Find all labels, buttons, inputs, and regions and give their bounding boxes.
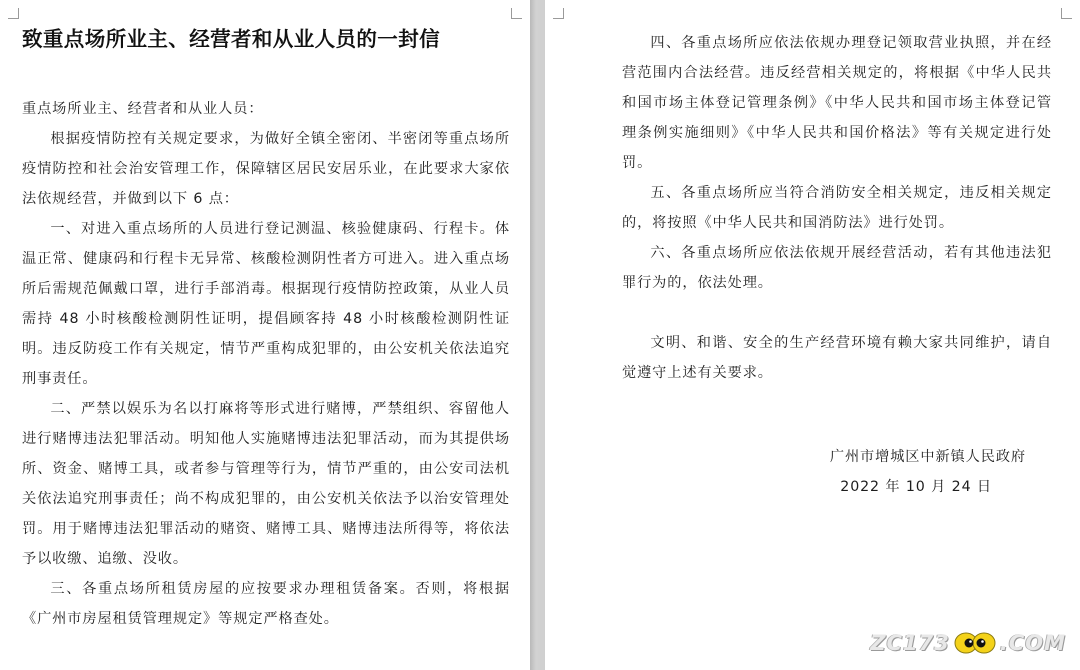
signature-block: [622, 442, 1052, 502]
document-page-right: [545, 0, 1080, 670]
paragraph-item-4: 四、各重点场所应依法依规办理登记领取营业执照，并在经营范围内合法经营。违反经营相关规定的，将根据《中华人民共和国市场主体登记管理条例》《中华人民共和国市场主体登记管理条例实施细则》《中华人民共和国价格法》等有关规定进行处罚。: [622, 35, 1052, 171]
site-watermark: [870, 628, 1066, 658]
signature-date: 2022 年 10 月 24 日: [840, 479, 992, 495]
paragraph-intro: 根据疫情防控有关规定要求，为做好全镇全密闭、半密闭等重点场所疫情防控和社会治安管理工作，保障辖区居民安居乐业，在此要求大家依法依规经营，并做到以下 6 点：: [22, 131, 510, 207]
paragraph-item-3: 三、各重点场所租赁房屋的应按要求办理租赁备案。否则，将根据《广州市房屋租赁管理规定》等规定严格查处。: [22, 581, 510, 627]
page-gutter: [530, 0, 545, 670]
watermark-suffix: .COM: [999, 631, 1066, 655]
document-title: 致重点场所业主、经营者和从业人员的一封信: [22, 27, 440, 51]
crop-mark-top-left: [8, 8, 19, 19]
paragraph-item-5: 五、各重点场所应当符合消防安全相关规定，违反相关规定的，将按照《中华人民共和国消防法》进行处罚。: [622, 185, 1052, 231]
watermark-middle: 173: [903, 631, 950, 655]
watermark-prefix: ZC: [870, 631, 904, 655]
eyes-logo-icon: [952, 628, 998, 658]
right-body: [622, 28, 1052, 388]
paragraph-item-1: 一、对进入重点场所的人员进行登记测温、核验健康码、行程卡。体温正常、健康码和行程卡无异常、核酸检测阴性者方可进入。进入重点场所后需规范佩戴口罩，进行手部消毒。根据现行疫情防控政策，从业人员需持 48 小时核酸检测阴性证明，提倡顾客持 48 小时核酸检测阴性证明。违反防疫工作有关规定，情节严重构成犯罪的，由公安机关依法追究刑事责任。: [22, 221, 510, 387]
closing-paragraph: 文明、和谐、安全的生产经营环境有赖大家共同维护，请自觉遵守上述有关要求。: [622, 335, 1052, 381]
crop-mark-top-right: [1061, 8, 1072, 19]
crop-mark-top-right: [511, 8, 522, 19]
salutation: 重点场所业主、经营者和从业人员：: [22, 101, 264, 117]
document-page-left: [0, 0, 530, 670]
signature-organization: 广州市增城区中新镇人民政府: [829, 449, 1026, 465]
paragraph-item-2: 二、严禁以娱乐为名以打麻将等形式进行赌博，严禁组织、容留他人进行赌博违法犯罪活动。明知他人实施赌博违法犯罪活动，而为其提供场所、资金、赌博工具，或者参与管理等行为，情节严重的，由公安司法机关依法追究刑事责任；尚不构成犯罪的，由公安机关依法予以治安管理处罚。用于赌博违法犯罪活动的赌资、赌博工具、赌博违法所得等，将依法予以收缴、追缴、没收。: [22, 401, 510, 567]
crop-mark-top-left: [553, 8, 564, 19]
paragraph-item-6: 六、各重点场所应依法依规开展经营活动，若有其他违法犯罪行为的，依法处理。: [622, 245, 1052, 291]
left-body: [22, 94, 510, 634]
